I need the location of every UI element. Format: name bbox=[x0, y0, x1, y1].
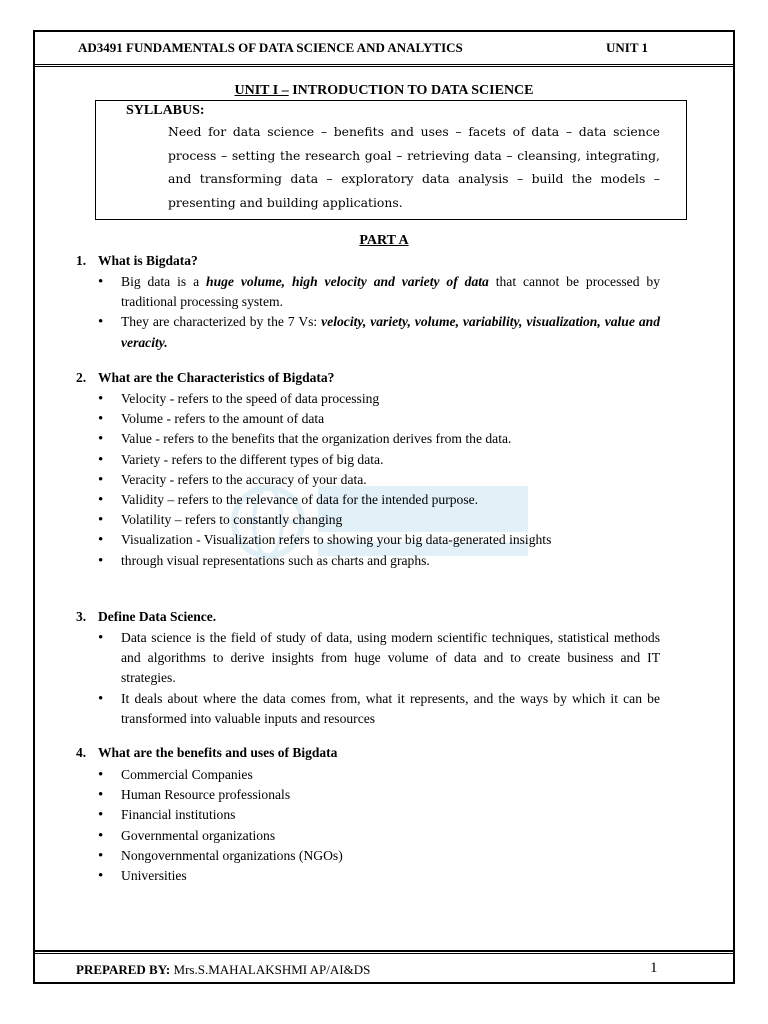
list-item: • Value - refers to the benefits that the organization derives from the data. bbox=[98, 429, 660, 449]
text-run: that cannot be processed by traditional processing system. bbox=[121, 274, 660, 310]
list-item: • Universities bbox=[98, 866, 660, 886]
footer-author: Mrs.S.MAHALAKSHMI AP/AI&DS bbox=[170, 962, 371, 977]
list-item: • It deals about where the data comes from, what it represents, and the ways by which it can be transformed into valuable inputs and resources bbox=[98, 689, 660, 729]
question-text: Define Data Science. bbox=[98, 609, 217, 624]
unit-title-prefix: UNIT I – bbox=[234, 83, 289, 98]
unit-title bbox=[0, 83, 768, 99]
footer-label: PREPARED BY: bbox=[76, 962, 171, 977]
answer-list-1 bbox=[98, 272, 660, 353]
list-item: • Data science is the field of study of data, using modern scientific techniques, statistical methods and algorithms to derive insights from huge volume of data and to create business and IT strategies. bbox=[98, 628, 660, 689]
header-divider-inner bbox=[33, 66, 735, 67]
part-a-heading: PART A bbox=[359, 233, 409, 248]
question-text: What are the Characteristics of Bigdata? bbox=[98, 370, 335, 385]
list-item: • Nongovernmental organizations (NGOs) bbox=[98, 846, 660, 866]
footer-divider-inner bbox=[33, 953, 735, 954]
list-item: • Financial institutions bbox=[98, 805, 660, 825]
footer-prepared-by bbox=[76, 962, 370, 978]
answer-list-4 bbox=[98, 765, 660, 886]
question-number: 2. bbox=[76, 370, 87, 385]
list-item: • Variety - refers to the different types of big data. bbox=[98, 450, 660, 470]
question-3 bbox=[76, 609, 216, 625]
list-item: • Commercial Companies bbox=[98, 765, 660, 785]
emphasis-text: velocity, variety, volume, variability, visualization, value and veracity. bbox=[121, 314, 660, 350]
syllabus-text: Need for data science – benefits and uses – facets of data – data science process – setting the research goal – retrieving data – cleansing, integrating, and transforming data – exploratory data analysis – build the models – presenting and building applications. bbox=[168, 124, 660, 210]
header-divider bbox=[33, 64, 735, 65]
list-item: • Human Resource professionals bbox=[98, 785, 660, 805]
question-number: 4. bbox=[76, 745, 87, 760]
question-2 bbox=[76, 370, 334, 386]
syllabus-label: SYLLABUS: bbox=[126, 103, 205, 118]
unit-title-rest: INTRODUCTION TO DATA SCIENCE bbox=[288, 83, 534, 98]
question-number: 3. bbox=[76, 609, 87, 624]
list-item: • through visual representations such as charts and graphs. bbox=[98, 551, 660, 571]
list-item: • Validity – refers to the relevance of data for the intended purpose. bbox=[98, 490, 660, 510]
list-item: • Governmental organizations bbox=[98, 826, 660, 846]
question-4 bbox=[76, 745, 337, 761]
question-number: 1. bbox=[76, 253, 87, 268]
list-item bbox=[98, 312, 660, 352]
answer-list-2 bbox=[98, 389, 660, 571]
text-run: They are characterized by the 7 Vs: bbox=[121, 314, 322, 330]
list-item: • Volume - refers to the amount of data bbox=[98, 409, 660, 429]
emphasis-text: huge volume, high velocity and variety of data bbox=[206, 274, 489, 289]
list-item: • Visualization - Visualization refers to showing your big data-generated insights bbox=[98, 530, 660, 550]
question-text: What is Bigdata? bbox=[98, 253, 198, 268]
page-number: 1 bbox=[650, 960, 658, 976]
list-item: • Volatility – refers to constantly changing bbox=[98, 510, 660, 530]
list-item: • Veracity - refers to the accuracy of your data. bbox=[98, 470, 660, 490]
header-unit-label: UNIT 1 bbox=[606, 40, 649, 55]
footer-divider bbox=[33, 950, 735, 952]
list-item: • Velocity - refers to the speed of data processing bbox=[98, 389, 660, 409]
answer-list-3 bbox=[98, 628, 660, 729]
list-item bbox=[98, 272, 660, 312]
question-text: What are the benefits and uses of Bigdata bbox=[98, 745, 338, 760]
question-1 bbox=[76, 253, 198, 269]
header-course-title: AD3491 FUNDAMENTALS OF DATA SCIENCE AND ANALYTICS bbox=[78, 40, 463, 55]
text-run: Big data is a bbox=[121, 274, 207, 289]
